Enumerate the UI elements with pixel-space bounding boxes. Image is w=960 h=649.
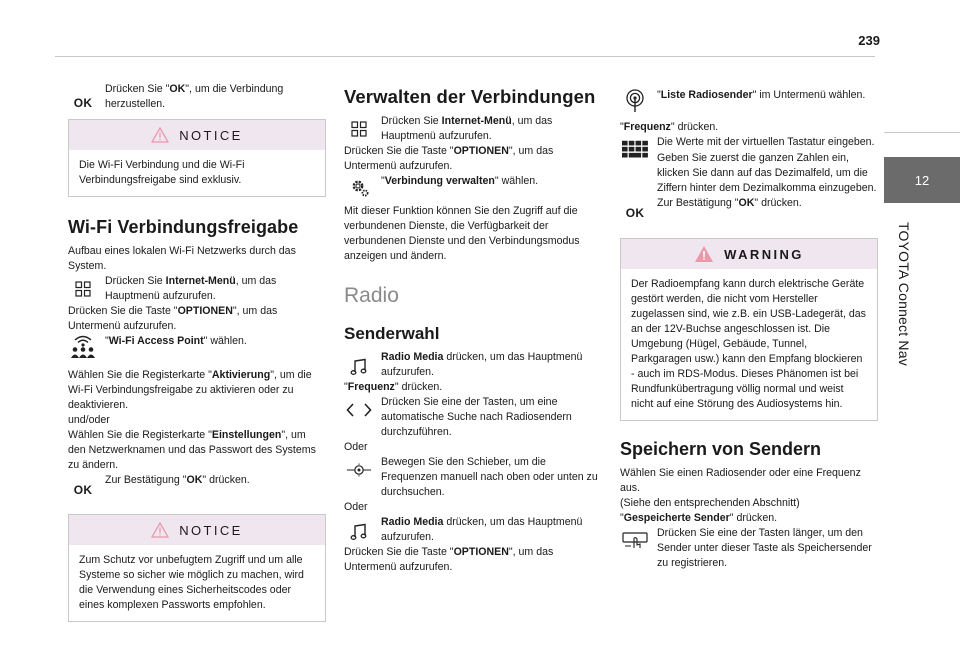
grid-menu-icon bbox=[70, 278, 96, 300]
notice-box-wifi bbox=[68, 119, 326, 197]
chevron-left-right-icon bbox=[346, 399, 372, 421]
and-or-text: und/oder bbox=[68, 414, 110, 426]
store-reference: (Siehe den entsprechenden Abschnitt) bbox=[620, 497, 800, 509]
notice-box-security bbox=[68, 514, 326, 622]
step-activation: Wählen Sie die Registerkarte "Aktivierung", um die Wi-Fi Verbindungsfreigabe zu aktivieren oder zu deaktivieren. bbox=[68, 369, 312, 411]
step-internet-menu: Drücken Sie Internet-Menü, um das Hauptmenü aufzurufen. bbox=[344, 114, 600, 144]
warning-body: Der Radioempfang kann durch elektrische Geräte gestört werden, die nicht vom Hersteller zugelassen sind, wie z.B. ein USB-Ladegerät, das an der 12V-Buchse angeschlossen ist. Die Umgebung (Hügel, Gebäude, Tunnel, Parkgaragen usw.) kann den Empfang blockieren - auch im RDS-Modus. Dieses Phänomen ist bei Rundfunkübertragung völlig normal und weist nicht auf eine Störung des Audiosystems hin. bbox=[631, 278, 866, 410]
notice-header: NOTICE bbox=[69, 120, 325, 150]
step-station-list: "Liste Radiosender" im Untermenü wählen. bbox=[620, 88, 878, 120]
step-confirm-ok: OK Zur Bestätigung "OK" drücken. bbox=[68, 473, 326, 501]
keyboard-icon bbox=[622, 140, 648, 162]
music-note-icon bbox=[346, 521, 372, 543]
ok-icon: OK bbox=[625, 206, 645, 220]
notice-body: Die Wi-Fi Verbindung und die Wi-Fi Verbindungsfreigabe sind exklusiv. bbox=[79, 159, 245, 186]
notice-body: Zum Schutz vor unbefugtem Zugriff und um alle Systeme so sicher wie möglich zu machen, wird die Verwendung eines Sicherheitscodes oder eines komplexen Passworts empfohlen. bbox=[79, 554, 304, 611]
column-right bbox=[620, 88, 878, 571]
warning-triangle-icon bbox=[151, 127, 169, 143]
step-frequency: "Frequenz" drücken. bbox=[344, 381, 443, 393]
step-virtual-keyboard: Die Werte mit der virtuellen Tastatur eingeben. bbox=[620, 135, 878, 165]
warning-triangle-icon bbox=[694, 245, 714, 263]
step-options: Drücken Sie die Taste "OPTIONEN", um das Untermenü aufzurufen. bbox=[68, 305, 278, 332]
section-heading-store-stations: Speichern von Sendern bbox=[620, 439, 822, 459]
keyboard-instruction: Geben Sie zuerst die ganzen Zahlen ein, klicken Sie dann auf das Dezimalfeld, um die Ziffern hinter dem Dezimalkomma einzugeben. bbox=[657, 152, 877, 194]
store-intro: Wählen Sie einen Radiosender oder eine Frequenz aus. bbox=[620, 467, 861, 494]
ok-step-text: Drücken Sie "OK", um die Verbindung herzustellen. bbox=[105, 83, 284, 110]
ok-icon: OK bbox=[73, 483, 93, 497]
step-frequency: "Frequenz" drücken. bbox=[620, 121, 719, 133]
notice-header: NOTICE bbox=[69, 515, 325, 545]
preset-press-icon bbox=[622, 530, 648, 552]
step-confirm-ok: OK Zur Bestätigung "OK" drücken. bbox=[620, 196, 878, 224]
ok-icon: OK bbox=[73, 96, 93, 110]
column-middle bbox=[344, 86, 600, 575]
step-presets: "Gespeicherte Sender" drücken. bbox=[620, 512, 778, 524]
gear-settings-icon bbox=[346, 176, 372, 198]
step-options-2: Drücken Sie die Taste "OPTIONEN", um das Untermenü aufzurufen. bbox=[344, 546, 554, 573]
side-rule bbox=[884, 132, 960, 133]
or-text: Oder bbox=[344, 441, 368, 453]
section-heading-wifi-sharing: Wi-Fi Verbindungsfreigabe bbox=[68, 217, 299, 237]
step-settings: Wählen Sie die Registerkarte "Einstellungen", um den Netzwerknamen und das Passwort des Systems zu ändern. bbox=[68, 429, 316, 471]
warning-header: WARNING bbox=[621, 239, 877, 269]
header-rule bbox=[55, 56, 875, 57]
chapter-title: TOYOTA Connect Nav bbox=[896, 222, 912, 366]
frequency-slider-icon bbox=[346, 459, 372, 481]
column-left bbox=[68, 82, 326, 622]
step-long-press: Drücken Sie eine der Tasten länger, um den Sender unter dieser Taste als Speichersender zu registrieren. bbox=[620, 526, 878, 571]
manage-description: Mit dieser Funktion können Sie den Zugriff auf die verbundenen Dienste, die Verfügbarkeit der verbundenen Dienste und den Verbindungsmodus anzeigen und ändern. bbox=[344, 205, 580, 262]
music-note-icon bbox=[346, 356, 372, 378]
step-slider: Bewegen Sie den Schieber, um die Frequenzen manuell nach oben oder unten zu durchsuchen. bbox=[344, 455, 600, 500]
step-internet-menu: Drücken Sie Internet-Menü, um das Hauptmenü aufzurufen. bbox=[68, 274, 326, 304]
or-text: Oder bbox=[344, 501, 368, 513]
page-number: 239 bbox=[858, 33, 880, 48]
step-manage-connection: "Verbindung verwalten" wählen. bbox=[344, 174, 600, 204]
warning-box bbox=[620, 238, 878, 421]
wifi-intro: Aufbau eines lokalen Wi-Fi Netzwerks durch das System. bbox=[68, 245, 296, 272]
wifi-access-point-icon bbox=[70, 336, 96, 358]
step-options: Drücken Sie die Taste "OPTIONEN", um das Untermenü aufzurufen. bbox=[344, 145, 554, 172]
ok-step bbox=[68, 82, 326, 112]
chapter-tab[interactable]: 12 bbox=[884, 157, 960, 203]
step-access-point: "Wi-Fi Access Point" wählen. bbox=[68, 334, 326, 368]
chapter-heading-radio: Radio bbox=[344, 284, 399, 307]
step-auto-search: Drücken Sie eine der Tasten, um eine automatische Suche nach Radiosendern durchzuführen. bbox=[344, 395, 600, 440]
step-radio-media: Radio Media drücken, um das Hauptmenü aufzurufen. bbox=[344, 350, 600, 380]
section-heading-manage-connections: Verwalten der Verbindungen bbox=[344, 86, 596, 107]
warning-triangle-icon bbox=[151, 522, 169, 538]
radio-antenna-icon bbox=[622, 90, 648, 112]
section-heading-station-selection: Senderwahl bbox=[344, 324, 440, 343]
grid-menu-icon bbox=[346, 118, 372, 140]
step-radio-media-2: Radio Media drücken, um das Hauptmenü aufzurufen. bbox=[344, 515, 600, 545]
